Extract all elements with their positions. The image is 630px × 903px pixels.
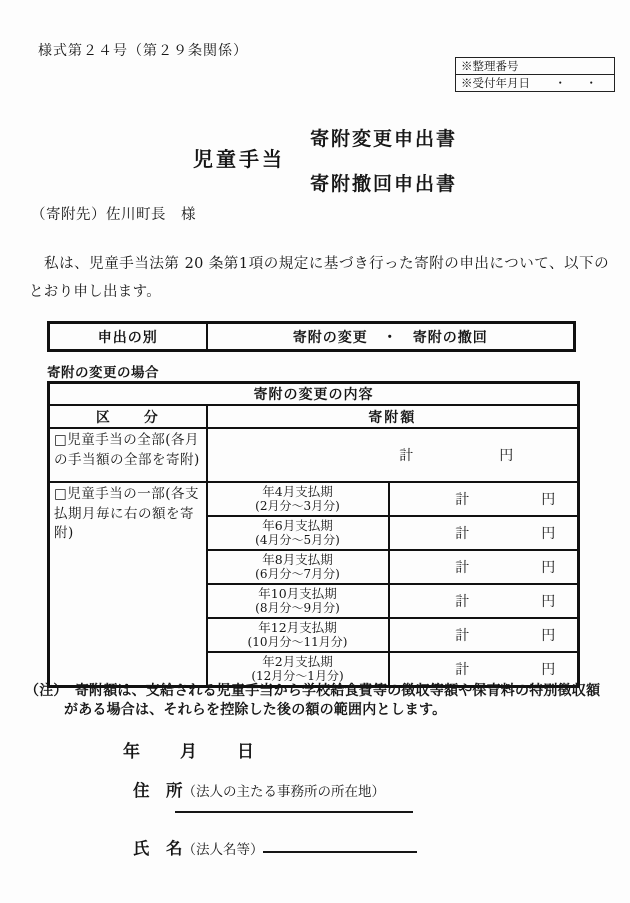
checkbox-full-donation[interactable]: □	[54, 432, 68, 448]
address-paren-note: （法人の主たる事務所の所在地）	[182, 784, 385, 800]
reference-number-row	[456, 58, 615, 75]
yen-label: 円	[541, 492, 556, 508]
payment-period: 年6月支払期	[262, 518, 333, 533]
donation-change-table	[47, 381, 580, 688]
addressee: （寄附先）佐川町長 様	[31, 207, 196, 223]
column-header-division: 区 分	[49, 405, 207, 428]
total-label: 計	[455, 628, 470, 644]
payment-months: (12月分～1月分)	[251, 669, 344, 683]
form-number: 様式第２４号（第２９条関係）	[38, 43, 248, 59]
title-donation-change: 寄附変更申出書	[310, 128, 458, 150]
total-label: 計	[399, 448, 414, 464]
payment-months: (10月分～11月分)	[247, 635, 348, 649]
payment-amount-cell	[389, 482, 579, 516]
payment-months: (8月分～9月分)	[255, 601, 340, 615]
date-line: 年 月 日	[123, 742, 256, 762]
yen-label: 円	[541, 594, 556, 610]
checkbox-partial-donation[interactable]: □	[54, 486, 68, 502]
payment-months: (2月分～3月分)	[255, 499, 340, 513]
partial-donation-label: 児童手当の一部(各支払期月毎に右の額を寄附)	[54, 486, 200, 542]
office-use-box	[455, 57, 615, 92]
address-label: 住 所	[133, 781, 183, 800]
receipt-date-label: ※受付年月日	[461, 76, 530, 90]
payment-amount-cell	[389, 618, 579, 652]
payment-period-cell	[207, 618, 389, 652]
body-paragraph: 私は、児童手当法第 20 条第1項の規定に基づき行った寄附の申出について、以下のとおり申し出ます。	[29, 256, 609, 300]
yen-label: 円	[541, 526, 556, 542]
yen-label: 円	[541, 662, 556, 678]
payment-period-cell	[207, 584, 389, 618]
title-donation-withdrawal: 寄附撤回申出書	[310, 173, 458, 195]
application-type-value: 寄附の変更 ・ 寄附の撤回	[207, 323, 575, 351]
total-label: 計	[455, 662, 470, 678]
total-label: 計	[455, 526, 470, 542]
change-section-label: 寄附の変更の場合	[47, 365, 159, 381]
note-line1: （注） 寄附額は、支給される児童手当から学校給食費等の徴収等額や保育料の特別徴収額	[25, 683, 601, 699]
payment-amount-cell	[389, 584, 579, 618]
payment-period: 年2月支払期	[262, 654, 333, 669]
name-underline-field[interactable]	[263, 851, 417, 853]
change-table-title: 寄附の変更の内容	[49, 383, 579, 406]
payment-period: 年12月支払期	[258, 620, 337, 635]
application-type-row	[49, 323, 575, 351]
note-block	[25, 682, 611, 720]
title-child-allowance: 児童手当	[193, 147, 285, 171]
payment-period-cell	[207, 550, 389, 584]
application-type-table	[47, 321, 576, 352]
full-donation-row	[49, 428, 579, 482]
yen-label: 円	[499, 448, 514, 464]
yen-label: 円	[541, 628, 556, 644]
full-donation-label-cell	[49, 428, 207, 482]
total-label: 計	[455, 594, 470, 610]
address-underline-field[interactable]	[175, 811, 413, 813]
full-donation-label: 児童手当の全部(各月の手当額の全部を寄附)	[54, 432, 200, 468]
total-label: 計	[455, 560, 470, 576]
address-line	[133, 777, 385, 801]
total-label: 計	[455, 492, 470, 508]
payment-period: 年4月支払期	[262, 484, 333, 499]
change-table-title-row	[49, 383, 579, 406]
partial-donation-label-cell	[49, 482, 207, 687]
reference-number-label: ※整理番号	[461, 59, 519, 73]
application-type-label: 申出の別	[49, 323, 207, 351]
column-header-amount: 寄附額	[207, 405, 579, 428]
payment-amount-cell	[389, 550, 579, 584]
payment-period-cell	[207, 482, 389, 516]
full-donation-amount-cell	[207, 428, 579, 482]
note-line2: がある場合は、それらを控除した後の額の範囲内とします。	[64, 702, 447, 718]
payment-months: (4月分～5月分)	[255, 533, 340, 547]
payment-period: 年10月支払期	[258, 586, 337, 601]
payment-amount-cell	[389, 516, 579, 550]
change-table-header-row	[49, 405, 579, 428]
payment-period-cell	[207, 516, 389, 550]
payment-months: (6月分～7月分)	[255, 567, 340, 581]
name-label: 氏 名	[133, 839, 183, 858]
receipt-date-row	[456, 75, 615, 92]
yen-label: 円	[541, 560, 556, 576]
name-line	[133, 835, 264, 859]
payment-period: 年8月支払期	[262, 552, 333, 567]
payment-row	[49, 482, 579, 516]
receipt-date-dots: ・ ・	[554, 76, 601, 90]
name-paren-note: （法人名等）	[182, 842, 264, 858]
